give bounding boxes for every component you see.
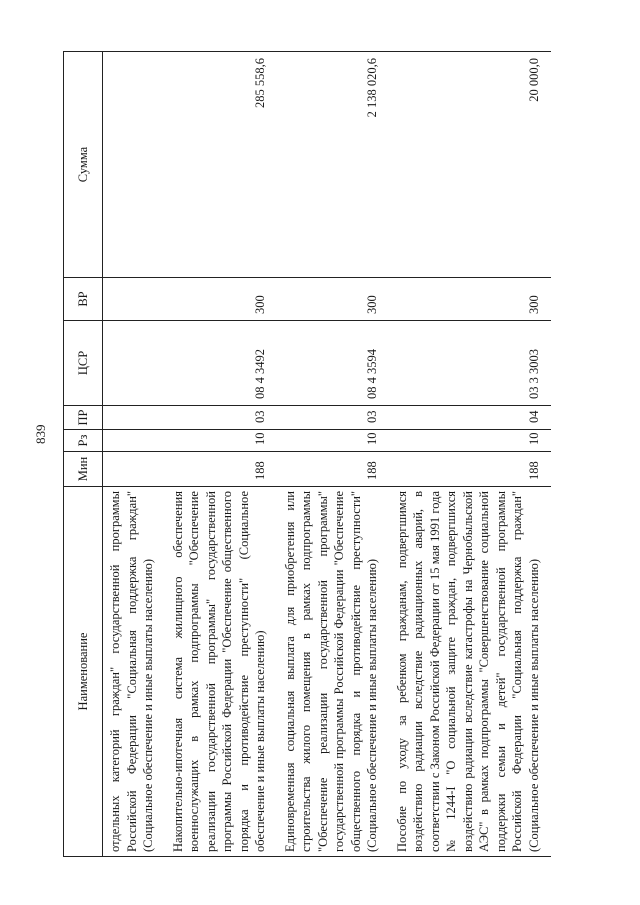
row-sum: 285 558,6 — [166, 52, 278, 278]
row-rz — [103, 430, 166, 452]
row-pr — [103, 406, 166, 430]
row-min: 188 — [390, 452, 552, 487]
header-csr: ЦСР — [64, 321, 103, 406]
row-vr: 300 — [278, 278, 390, 321]
row-name: отдельных категорий граждан" государственной программы Российской Федерации "Социальная поддержка граждан" (Социальное обеспечение и иные выплаты населению) — [103, 487, 166, 857]
row-name: Накопительно-ипотечная система жилищного обеспечения военнослужащих в рамках подпрограммы "Обеспечение реализации государственной программы" государственной программы Российской Федерации "Обеспечение общественного порядка и противодействие преступности" (Социальное обеспечение и иные выплаты населению) — [166, 487, 278, 857]
row-name: Единовременная социальная выплата для приобретения или строительства жилого помещения в рамках подпрограммы "Обеспечение реализации государственной программы" государственной программы Российской Федерации "Обеспечение общественного порядка и противодействие преступности" (Социальное обеспечение и иные выплаты населению) — [278, 487, 390, 857]
header-name: Наименование — [64, 487, 103, 857]
budget-table-sheet — [63, 52, 598, 857]
row-rz: 10 — [166, 430, 278, 452]
row-pr: 03 — [166, 406, 278, 430]
row-vr — [103, 278, 166, 321]
row-csr: 08 4 3594 — [278, 321, 390, 406]
table-row — [103, 52, 166, 857]
header-rz: Рз — [64, 430, 103, 452]
header-min: Мин — [64, 452, 103, 487]
row-min: 188 — [166, 452, 278, 487]
row-rz: 10 — [390, 430, 552, 452]
table-row — [278, 52, 390, 857]
row-csr: 08 4 3492 — [166, 321, 278, 406]
row-csr: 03 3 3003 — [390, 321, 552, 406]
row-pr: 03 — [278, 406, 390, 430]
budget-table — [63, 51, 551, 857]
row-sum — [103, 52, 166, 278]
row-vr: 300 — [166, 278, 278, 321]
header-sum: Сумма — [64, 52, 103, 278]
header-pr: ПР — [64, 406, 103, 430]
row-pr: 04 — [390, 406, 552, 430]
row-name: Пособие по уходу за ребенком гражданам, подвергшимся воздействию радиации вследствие радиационных аварий, в соответствии с Законом Российской Федерации от 15 мая 1991 года № 1244-I "О социальной защите граждан, подвергшихся воздействию радиации вследствие катастрофы на Чернобыльской АЭС" в рамках подпрограммы "Совершенствование социальной поддержки семьи и детей" государственной программы Российской Федерации "Социальная поддержка граждан" (Социальное обеспечение и иные выплаты населению) — [390, 487, 552, 857]
row-csr — [103, 321, 166, 406]
table-header-row — [64, 52, 103, 857]
page-number: 839 — [33, 424, 48, 444]
table-row — [390, 52, 552, 857]
row-min — [103, 452, 166, 487]
row-sum: 20 000,0 — [390, 52, 552, 278]
row-rz: 10 — [278, 430, 390, 452]
header-vr: ВР — [64, 278, 103, 321]
table-row — [166, 52, 278, 857]
row-sum: 2 138 020,6 — [278, 52, 390, 278]
row-vr: 300 — [390, 278, 552, 321]
row-min: 188 — [278, 452, 390, 487]
